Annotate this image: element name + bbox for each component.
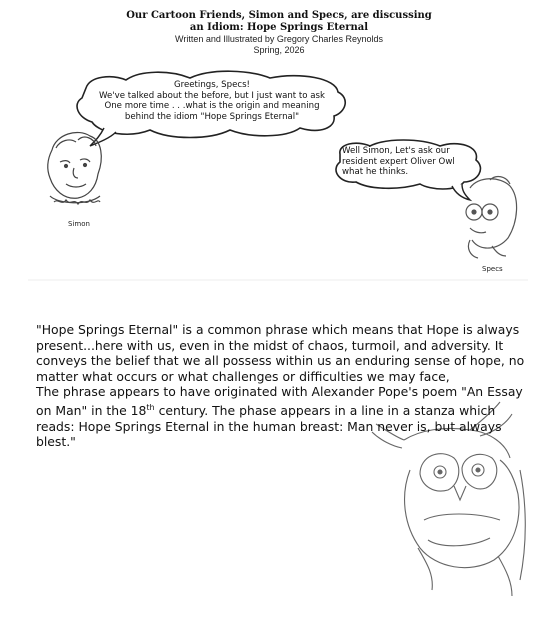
simon-caption: Simon — [68, 220, 90, 228]
specs-bubble-line: what he thinks. — [342, 167, 409, 177]
simon-bubble-line: One more time . . .what is the origin and meaning — [104, 101, 320, 111]
title-line-1: Our Cartoon Friends, Simon and Specs, are discussing — [126, 10, 432, 21]
specs-bubble-text — [342, 146, 476, 178]
date: Spring, 2026 — [253, 45, 305, 55]
specs-bubble-line: Well Simon, Let's ask our — [342, 146, 450, 156]
paragraph-2-part-a: The phrase appears to have originated with Alexander Pope's poem "An Essay on Man" in the 18 — [36, 384, 523, 419]
paragraph-2-part-b: century. The phase appears in a line in a stanza which reads: Hope Springs Eternal in the human breast: Man never is, but always blest." — [36, 403, 502, 450]
simon-bubble-text — [76, 80, 348, 122]
title-line-2: an Idiom: Hope Springs Eternal — [189, 22, 369, 33]
paragraph-2 — [36, 384, 526, 450]
ordinal-superscript: th — [146, 402, 155, 412]
byline: Written and Illustrated by Gregory Charles Reynolds — [175, 34, 383, 44]
article-body — [36, 322, 526, 450]
specs-character — [466, 177, 517, 258]
paragraph-1: "Hope Springs Eternal" is a common phrase which means that Hope is always present...here with us, even in the midst of chaos, turmoil, and adversity. It conveys the belief that we all possess within us an enduring sense of hope, no matter what occurs or what challenges or difficulties we may face, — [36, 322, 525, 384]
simon-bubble-line: behind the idiom "Hope Springs Eternal" — [124, 111, 300, 122]
specs-bubble-line: resident expert Oliver Owl — [342, 156, 455, 167]
specs-caption: Specs — [482, 265, 503, 273]
simon-bubble-line: Greetings, Specs! — [173, 80, 251, 90]
simon-bubble-line: We've talked about the before, but I just want to ask — [98, 90, 325, 101]
